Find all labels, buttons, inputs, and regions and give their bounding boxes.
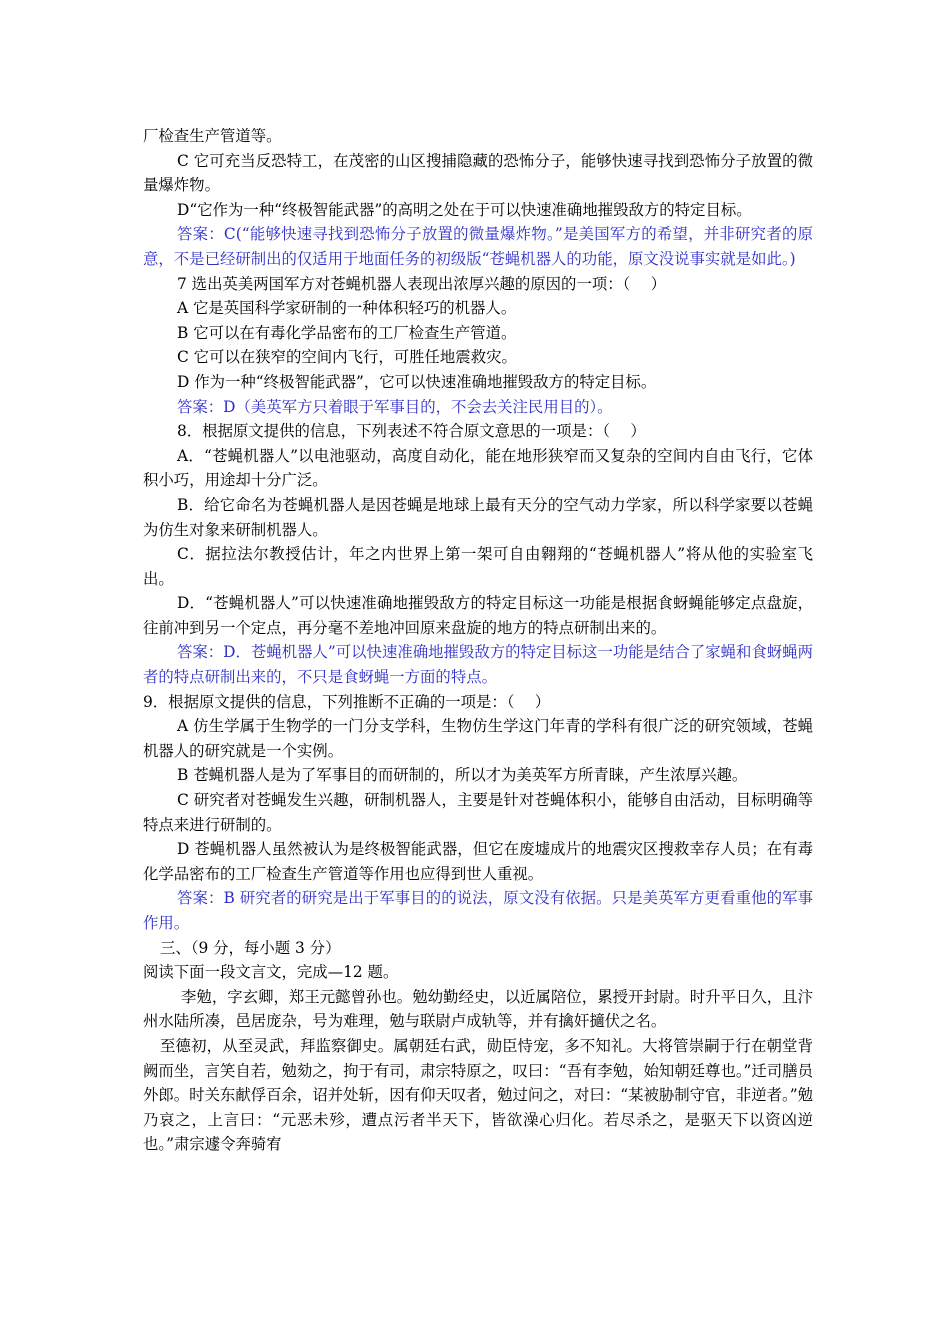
question-9-option-b: B 苍蝇机器人是为了军事目的而研制的，所以才为美英军方所青睐，产生浓厚兴趣。 — [177, 766, 748, 785]
question-8-stem: 8．根据原文提供的信息，下列表述不符合原文意思的一项是：（ ） — [177, 422, 646, 441]
question-8-option-a: A．“苍蝇机器人”以电池驱动，高度自动化，能在地形狭窄而又复杂的空间内自由飞行，它体积小巧，用途却十分广泛。 — [143, 446, 813, 490]
question-7-stem: 7 选出英美两国军方对苍蝇机器人表现出浓厚兴趣的原因的一项：（ ） — [177, 274, 666, 293]
question-8-option-d: D．“苍蝇机器人”可以快速准确地摧毁敌方的特定目标这一功能是根据食蚜蝇能够定点盘旋，往前冲到另一个定点，再分毫不差地冲回原来盘旋的地方的特点研制出来的。 — [143, 594, 813, 637]
question-7-option-d: D 作为一种“终极智能武器”，它可以快速准确地摧毁敌方的特定目标。 — [177, 372, 657, 391]
question-8-option-c: C．据拉法尔教授估计，年之内世界上第一架可自由翱翔的“苍蝇机器人”将从他的实验室飞出。 — [143, 545, 813, 588]
question-7-option-a: A 它是英国科学家研制的一种体积轻巧的机器人。 — [177, 299, 517, 318]
classical-text-paragraph-2: 至德初，从至灵武，拜监察御史。属朝廷右武，勋臣恃宠，多不知礼。大将管崇嗣于行在朝堂背阙而坐，言笑自若，勉劾之，拘于有司，肃宗特原之，叹曰：“吾有李勉，始知朝廷尊也。”迁司膳员外郎。时关东献俘百余，诏并处斩，因有仰天叹者，勉过问之，对曰：“某被胁制守官，非逆者。”勉乃哀之，上言曰：“元恶未殄，遭点污者半天下，皆欲澡心归化。若尽杀之，是驱天下以资凶逆也。”肃宗遽令奔骑宥 — [143, 1036, 813, 1154]
question-9-answer: 答案：B 研究者的研究是出于军事目的的说法，原文没有依据。只是美英军方更看重他的军事作用。 — [143, 889, 813, 932]
question-9-option-d: D 苍蝇机器人虽然被认为是终极智能武器，但它在废墟成片的地震灾区搜救幸存人员；在有毒化学品密布的工厂检查生产管道等作用也应得到世人重视。 — [143, 840, 813, 883]
classical-text-paragraph-1: 李勉，字玄卿，郑王元懿曾孙也。勉幼勤经史，以近属陪位，累授开封尉。时升平日久，且汴州水陆所凑，邑居庞杂，号为难理，勉与联尉卢成轨等，并有擒奸擿伏之名。 — [143, 987, 813, 1031]
question-7-option-c: C 它可以在狭窄的空间内飞行，可胜任地震救灾。 — [177, 348, 517, 367]
question-6-answer: 答案：C(“能够快速寻找到恐怖分子放置的微量爆炸物。”是美国军方的希望，并非研究者的原意，不是已经研制出的仅适用于地面任务的初级版“苍蝇机器人的功能，原文没说事实就是如此。) — [143, 225, 813, 268]
factory-continued-line: 厂检查生产管道等。 — [143, 127, 282, 145]
question-9-option-a: A 仿生学属于生物学的一门分支学科，生物仿生学这门年青的学科有很广泛的研究领域，苍蝇机器人的研究就是一个实例。 — [143, 717, 813, 760]
section-three-heading: 三、（9 分，每小题 3 分） — [160, 938, 341, 957]
question-9-stem: 9．根据原文提供的信息，下列推断不正确的一项是：（ ） — [143, 692, 551, 711]
question-8-option-b: B．给它命名为苍蝇机器人是因苍蝇是地球上最有天分的空气动力学家，所以科学家要以苍蝇为仿生对象来研制机器人。 — [143, 495, 813, 539]
reading-instruction: 阅读下面一段文言文，完成—12 题。 — [143, 963, 399, 982]
question-8-answer: 答案：D．苍蝇机器人”可以快速准确地摧毁敌方的特定目标这一功能是结合了家蝇和食蚜蝇两者的特点研制出来的，不只是食蚜蝇一方面的特点。 — [143, 643, 813, 687]
question-7-option-b: B 它可以在有毒化学品密布的工厂检查生产管道。 — [177, 323, 517, 342]
document-page — [143, 124, 813, 1157]
question-9-option-c: C 研究者对苍蝇发生兴趣，研制机器人，主要是针对苍蝇体积小，能够自由活动，目标明确等特点来进行研制的。 — [143, 791, 813, 834]
question-6-option-d: D“它作为一种“终极智能武器”的高明之处在于可以快速准确地摧毁敌方的特定目标。 — [177, 200, 752, 219]
question-6-option-c: C 它可充当反恐特工，在茂密的山区搜捕隐藏的恐怖分子，能够快速寻找到恐怖分子放置的微量爆炸物。 — [143, 151, 813, 195]
question-7-answer: 答案：D（美英军方只着眼于军事目的，不会去关注民用目的）。 — [177, 397, 613, 416]
